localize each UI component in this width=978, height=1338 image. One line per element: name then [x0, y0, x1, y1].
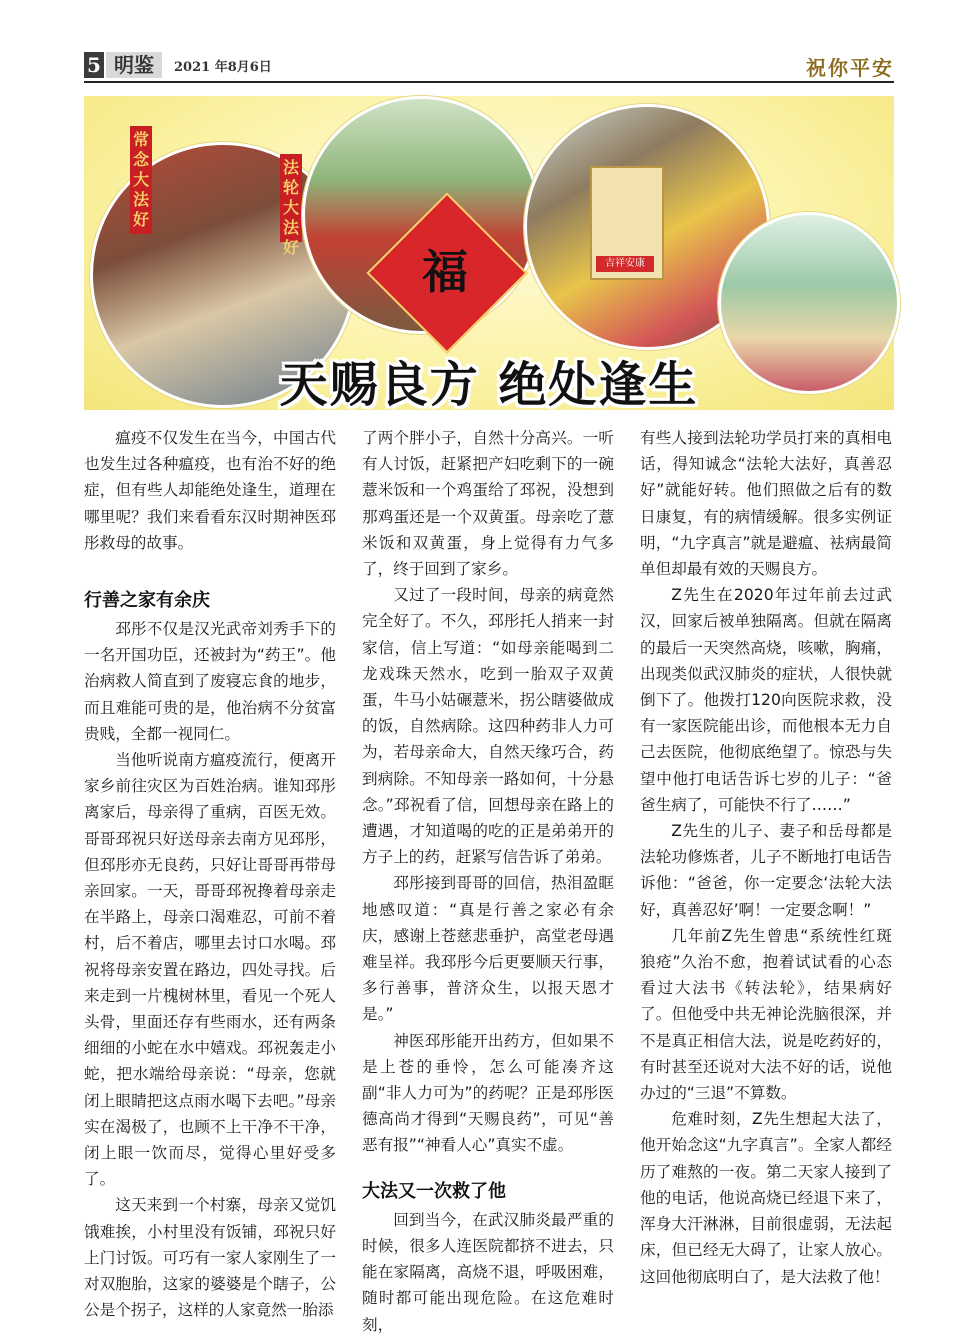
paragraph: Z先生在2020年过年前去过武汉，回家后被单独隔离。但就在隔离的最后一天突然高烧，咳嗽，胸痛，出现类似武汉肺炎的症状，人很快就倒下了。他拨打120向医院求救，没有一家医院能出诊，而他根本无力自己去医院，他彻底绝望了。惊恐与失望中他打电话告诉七岁的儿子：“爸爸生病了，可能快不行了……”: [640, 586, 892, 814]
paragraph: 神医邳彤能开出药方，但如果不是上苍的垂怜，怎么可能凑齐这副“非人力可为”的药呢？正是邳彤医德高尚才得到“天赐良药”，可见“善恶有报”“神看人心”真实不虚。: [362, 1031, 614, 1155]
article-column-1: [84, 425, 336, 1320]
article-column-2: [362, 425, 614, 1334]
paragraph: 了两个胖小子，自然十分高兴。一听有人讨饭，赶紧把产妇吃剩下的一碗薏米饭和一个鸡蛋给了邳祝，没想到那鸡蛋还是一个双黄蛋。母亲吃了薏米饭和双黄蛋，身上觉得有力气多了，终于回到了家乡。: [362, 429, 614, 579]
header-slogan: 祝你平安: [806, 56, 894, 80]
issue-date: 2021 年8月6日: [174, 60, 272, 75]
header-rule: [84, 81, 894, 83]
intro-paragraph: 瘟疫不仅发生在当今，中国古代也发生过各种瘟疫，也有治不好的绝症，但有些人却能绝处逢生，道理在哪里呢？我们来看看东汉时期神医邳彤救母的故事。: [84, 429, 336, 552]
paragraph: 当他听说南方瘟疫流行，便离开家乡前往灾区为百姓治病。谁知邳彤离家后，母亲得了重病，百医无效。哥哥邳祝只好送母亲去南方见邳彤，但邳彤亦无良药，只好让哥哥再带母亲回家。一天，哥哥邳祝搀着母亲走在半路上，母亲口渴难忍，可前不着村，后不着店，哪里去讨口水喝。邳祝将母亲安置在路边，四处寻找。后来走到一片槐树林里，看见一个死人头骨，里面还存有些雨水，还有两条细细的小蛇在水中嬉戏。邳祝轰走小蛇，把水端给母亲说：“母亲，您就闭上眼睛把这点雨水喝下去吧。”母亲实在渴极了，也顾不上干净不干净，闭上眼一饮而尽，觉得心里好受多了。: [84, 751, 336, 1189]
paragraph: Z先生的儿子、妻子和岳母都是法轮功修炼者，儿子不断地打电话告诉他：“爸爸，你一定要念‘法轮大法好，真善忍好’啊！一定要念啊！”: [640, 822, 892, 919]
page-number: 5: [84, 52, 104, 78]
spacer: [84, 556, 336, 582]
article-column-3: [640, 425, 892, 1286]
section-name: 明鉴: [106, 52, 162, 78]
red-couplet-left: 常念大法好: [130, 126, 152, 234]
article-title: 天赐良方 绝处逢生: [279, 357, 699, 413]
page-header: [84, 52, 894, 80]
fu-character: 福: [422, 245, 468, 299]
paragraph: 危难时刻，Z先生想起大法了，他开始念这“九字真言”。全家人都经历了难熬的一夜。第二天家人接到了他的电话，他说高烧已经退下来了，浑身大汗淋淋，目前很虚弱，无法起床，但已经无大碍了，让家人放心。这回他彻底明白了，是大法救了他！: [640, 1110, 892, 1286]
paragraph: 几年前Z先生曾患“系统性红斑狼疮”久治不愈，抱着试试看的心态看过大法书《转法轮》，结果病好了。但他受中共无神论洗脑很深，并不是真正相信大法，说是吃药好的，有时甚至还说对大法不好的话，说他办过的“三退”不算数。: [640, 926, 892, 1103]
paragraph: 邳彤接到哥哥的回信，热泪盈眶地感叹道：“真是行善之家必有余庆，感谢上苍慈悲垂护，高堂老母遇难呈祥。我邳彤今后更要顺天行事，多行善事，普济众生，以报天恩才是。”: [362, 874, 614, 1024]
hero-illustration: [84, 96, 894, 413]
red-couplet-right: 法轮大法好: [280, 154, 302, 242]
subheading-2: 大法又一次救了他: [362, 1180, 506, 1202]
paragraph: 邳彤不仅是汉光武帝刘秀手下的一名开国功臣，还被封为“药王”。他治病救人简直到了废寝忘食的地步，而且难能可贵的是，他治病不分贫富贵贱，全都一视同仁。: [84, 620, 336, 743]
paragraph: 回到当今，在武汉肺炎最严重的时候，很多人连医院都挤不进去，只能在家隔离，高烧不退，呼吸困难，随时都可能出现危险。在这危难时刻，: [362, 1210, 614, 1334]
paragraph: 这天来到一个村寨，母亲又觉饥饿难挨，小村里没有饭铺，邳祝只好上门讨饭。可巧有一家人家刚生了一对双胞胎，这家的婆婆是个瞎子，公公是个拐子，这样的人家竟然一胎添: [84, 1196, 336, 1320]
paragraph: 又过了一段时间，母亲的病竟然完全好了。不久，邳彤托人捎来一封家信，信上写道：“如母亲能喝到二龙戏珠天然水，吃到一胎双子双黄蛋，牛马小姑碾薏米，拐公瞎婆做成的饭，自然病除。这四种药非人力可为，若母亲命大，自然天缘巧合，药到病除。不知母亲一路如何，十分悬念。”邳祝看了信，回想母亲在路上的遭遇，才知道喝的吃的正是弟弟开的方子上的药，赶紧写信告诉了弟弟。: [362, 586, 614, 867]
calendar-label: 吉祥安康: [596, 256, 654, 272]
subheading-1: 行善之家有余庆: [84, 590, 210, 612]
paragraph: 有些人接到法轮功学员打来的真相电话，得知诚念“法轮大法好，真善忍好”就能好转。他们照做之后有的数日康复，有的病情缓解。很多实例证明，“九字真言”就是避瘟、袪病最简单但却最有效的天赐良方。: [640, 429, 892, 579]
